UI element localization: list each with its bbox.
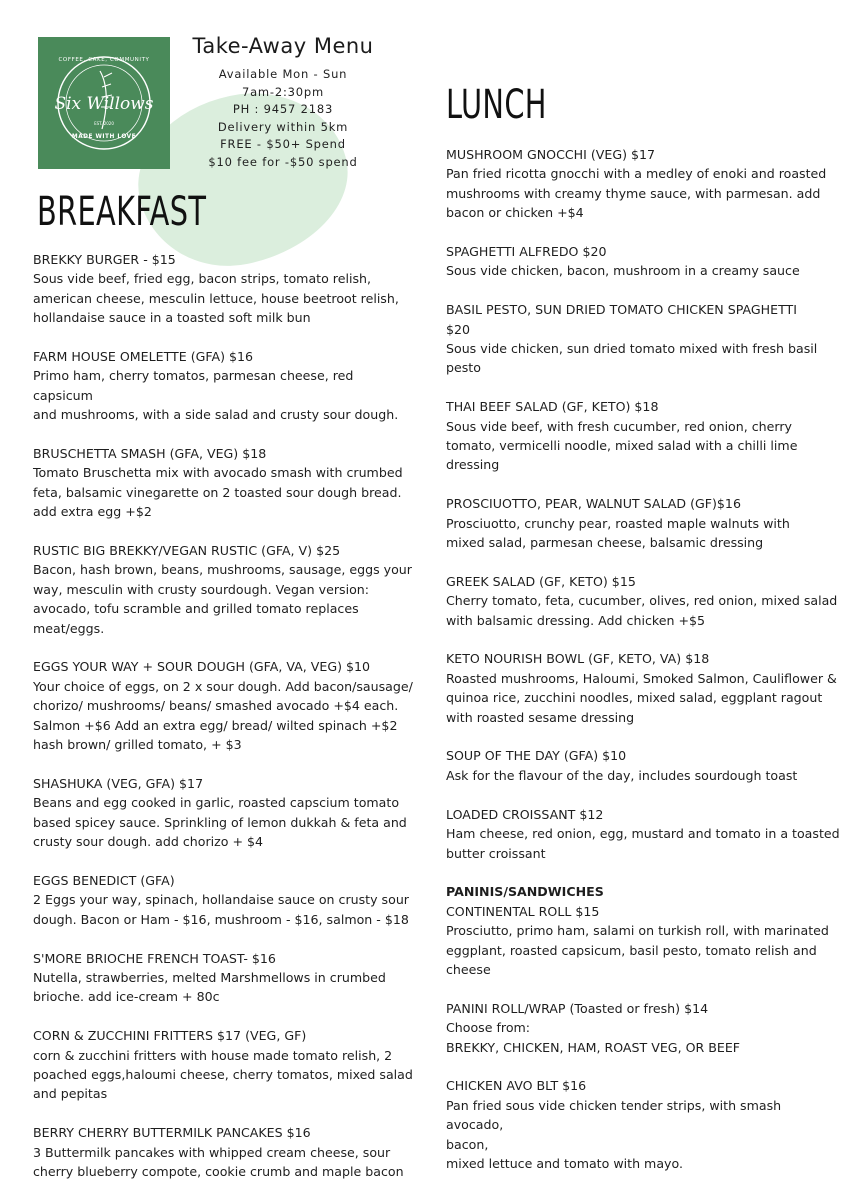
six-willows-logo bbox=[38, 37, 170, 169]
item-description: 3 Buttermilk pancakes with whipped cream cheese, sour cherry blueberry compote, cookie crumb and maple bacon bbox=[33, 1144, 404, 1179]
menu-item bbox=[446, 572, 842, 630]
breakfast-list bbox=[33, 250, 413, 1201]
menu-item bbox=[446, 145, 842, 223]
item-name: EGGS YOUR WAY + SOUR DOUGH (GFA, VA, VEG) $10 bbox=[33, 659, 371, 675]
menu-item bbox=[446, 242, 842, 281]
menu-item bbox=[33, 347, 413, 425]
menu-item bbox=[33, 657, 413, 754]
availability-days: Available Mon - Sun bbox=[218, 67, 348, 81]
item-description: Beans and egg cooked in garlic, roasted capscium tomato based spicey sauce. Sprinkling of lemon dukkah & feta and crusty sour dough. add chorizo + $4 bbox=[33, 795, 407, 850]
item-name: SHASHUKA (VEG, GFA) $17 bbox=[33, 775, 204, 791]
lunch-heading: LUNCH bbox=[446, 82, 547, 128]
item-name: CHICKEN AVO BLT $16 bbox=[446, 1078, 587, 1094]
item-description: Nutella, strawberries, melted Marshmellows in crumbed brioche. add ice-cream + 80c bbox=[33, 969, 386, 1005]
menu-item bbox=[33, 1026, 413, 1104]
item-description: Ham cheese, red onion, egg, mustard and tomato in a toasted butter croissant bbox=[446, 826, 840, 861]
menu-item bbox=[33, 949, 413, 1007]
menu-item bbox=[446, 300, 842, 378]
item-description: Pan fried sous vide chicken tender strips, with smash avocado, bacon, mixed lettuce and tomato with mayo. bbox=[446, 1097, 782, 1171]
item-description: Primo ham, cherry tomatos, parmesan cheese, red capsicum and mushrooms, with a side salad and crusty sour dough. bbox=[33, 368, 399, 423]
menu-info bbox=[178, 66, 388, 172]
menu-item bbox=[33, 444, 413, 522]
paninis-group bbox=[446, 882, 842, 979]
item-name: PROSCIUOTTO, PEAR, WALNUT SALAD (GF)$16 bbox=[446, 496, 741, 512]
logo-graphic bbox=[38, 37, 170, 169]
breakfast-heading: BREAKFAST bbox=[37, 189, 207, 235]
delivery-fee-note: $10 fee for -$50 spend bbox=[208, 154, 358, 169]
item-description: Sous vide beef, with fresh cucumber, red onion, cherry tomato, vermicelli noodle, mixed salad with a chilli lime dressing bbox=[446, 418, 798, 473]
menu-header bbox=[178, 34, 388, 172]
item-name: KETO NOURISH BOWL (GF, KETO, VA) $18 bbox=[446, 651, 710, 667]
menu-item bbox=[446, 494, 842, 552]
item-name: BREKKY BURGER - $15 bbox=[33, 252, 176, 267]
item-description: Tomato Bruschetta mix with avocado smash with crumbed feta, balsamic vinegarette on 2 toasted sour dough bread. add extra egg +$2 bbox=[33, 465, 403, 520]
item-name: RUSTIC BIG BREKKY/VEGAN RUSTIC (GFA, V) $25 bbox=[33, 543, 341, 559]
item-description: Sous vide beef, fried egg, bacon strips, tomato relish, american cheese, mesculin lettuce, house beetroot relish, hollandaise sauce in a toasted soft milk bun bbox=[33, 271, 399, 326]
menu-item bbox=[33, 871, 413, 929]
item-description: Prosciuotto, crunchy pear, roasted maple walnuts with mixed salad, parmesan cheese, balsamic dressing bbox=[446, 515, 790, 551]
item-description: corn & zucchini fritters with house made tomato relish, 2 poached eggs,haloumi cheese, cherry tomatos, mixed salad and pepitas bbox=[33, 1047, 413, 1102]
menu-item bbox=[446, 746, 842, 785]
opening-hours: 7am-2:30pm bbox=[241, 84, 325, 99]
svg-text:EST. 2020: EST. 2020 bbox=[94, 121, 114, 126]
item-description: Your choice of eggs, on 2 x sour dough. Add bacon/sausage/ chorizo/ mushrooms/ beans/ smashed avocado +$4 each. Salmon +$6 Add an extra egg/ bread/ wilted spinach +$2 hash brown/ grilled tomato, + $3 bbox=[33, 678, 413, 753]
menu-item bbox=[33, 774, 413, 852]
paninis-heading: PANINIS/SANDWICHES bbox=[446, 884, 604, 900]
item-name: CORN & ZUCCHINI FRITTERS $17 (VEG, GF) bbox=[33, 1028, 307, 1044]
item-description: Choose from: BREKKY, CHICKEN, HAM, ROAST VEG, OR BEEF bbox=[446, 1020, 741, 1055]
menu-item bbox=[33, 541, 413, 638]
item-name: SPAGHETTI ALFREDO $20 bbox=[446, 244, 607, 260]
phone-number: PH : 9457 2183 bbox=[232, 102, 334, 117]
menu-title: Take-Away Menu bbox=[192, 34, 374, 58]
svg-text:MADE WITH LOVE: MADE WITH LOVE bbox=[71, 134, 137, 140]
item-description: 2 Eggs your way, spinach, hollandaise sauce on crusty sour dough. Bacon or Ham - $16, mushroom - $16, salmon - $18 bbox=[33, 892, 409, 927]
svg-text:COFFEE, CAKE, COMMUNITY: COFFEE, CAKE, COMMUNITY bbox=[58, 57, 150, 63]
menu-item bbox=[446, 999, 842, 1057]
item-name: CONTINENTAL ROLL $15 bbox=[446, 903, 600, 919]
svg-text:Six Willows: Six Willows bbox=[54, 94, 154, 114]
item-name: THAI BEEF SALAD (GF, KETO) $18 bbox=[446, 399, 659, 415]
lunch-list bbox=[446, 145, 842, 1193]
item-name: S'MORE BRIOCHE FRENCH TOAST- $16 bbox=[33, 950, 276, 966]
item-name: MUSHROOM GNOCCHI (VEG) $17 bbox=[446, 147, 656, 162]
item-description: Sous vide chicken, sun dried tomato mixed with fresh basil pesto bbox=[446, 341, 818, 376]
item-name: SOUP OF THE DAY (GFA) $10 bbox=[446, 748, 627, 764]
delivery-range: Delivery within 5km bbox=[217, 119, 349, 134]
menu-item bbox=[33, 1123, 413, 1181]
free-delivery-note: FREE - $50+ Spend bbox=[220, 137, 346, 152]
item-name: BASIL PESTO, SUN DRIED TOMATO CHICKEN SPAGHETTI $20 bbox=[446, 302, 797, 337]
item-description: Cherry tomato, feta, cucumber, olives, red onion, mixed salad with balsamic dressing. Add chicken +$5 bbox=[446, 593, 838, 628]
item-description: Sous vide chicken, bacon, mushroom in a creamy sauce bbox=[446, 263, 800, 279]
item-description: Pan fried ricotta gnocchi with a medley of enoki and roasted mushrooms with creamy thyme sauce, with parmesan. add bacon or chicken +$4 bbox=[446, 166, 827, 221]
menu-item bbox=[33, 250, 413, 328]
menu-item bbox=[446, 397, 842, 475]
item-name: LOADED CROISSANT $12 bbox=[446, 806, 604, 822]
item-description: Prosciutto, primo ham, salami on turkish roll, with marinated eggplant, roasted capsicum, basil pesto, tomato relish and cheese bbox=[446, 923, 829, 977]
item-description: Ask for the flavour of the day, includes sourdough toast bbox=[446, 767, 798, 783]
menu-item bbox=[446, 805, 842, 863]
item-name: PANINI ROLL/WRAP (Toasted or fresh) $14 bbox=[446, 1000, 709, 1016]
item-name: EGGS BENEDICT (GFA) bbox=[33, 872, 175, 888]
item-name: GREEK SALAD (GF, KETO) $15 bbox=[446, 573, 636, 589]
menu-item bbox=[446, 649, 842, 727]
item-name: FARM HOUSE OMELETTE (GFA) $16 bbox=[33, 349, 254, 365]
item-description: Bacon, hash brown, beans, mushrooms, sausage, eggs your way, mesculin with crusty sourdough. Vegan version: avocado, tofu scramble and grilled tomato replaces meat/eggs. bbox=[33, 562, 412, 636]
item-description: Roasted mushrooms, Haloumi, Smoked Salmon, Cauliflower & quinoa rice, zucchini noodles, mixed salad, eggplant ragout with roasted sesame dressing bbox=[446, 670, 837, 725]
item-name: BRUSCHETTA SMASH (GFA, VEG) $18 bbox=[33, 446, 267, 462]
item-name: BERRY CHERRY BUTTERMILK PANCAKES $16 bbox=[33, 1125, 311, 1141]
menu-item bbox=[446, 1076, 842, 1173]
